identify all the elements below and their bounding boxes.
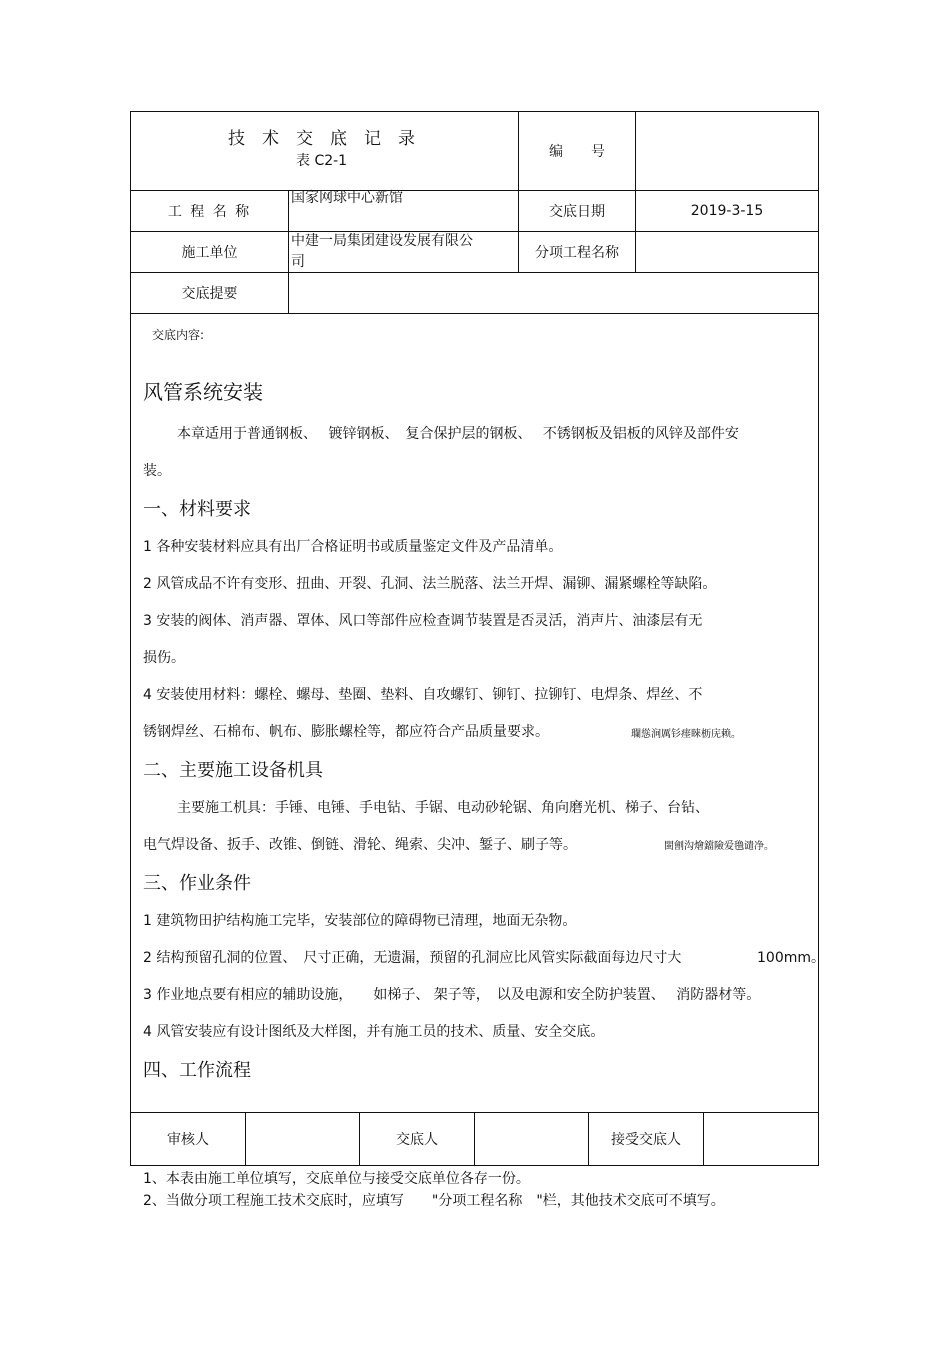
footnote-1: 1、本表由施工单位填写，交底单位与接受交底单位各存一份。 xyxy=(143,1171,530,1187)
contractor-value-line1: 中建一局集团建设发展有限公 xyxy=(291,233,473,249)
section2-line2: 电气焊设备、扳手、改锥、倒链、滑轮、绳索、尖冲、錾子、刷子等。 xyxy=(143,837,577,853)
form-title-cell xyxy=(132,112,518,190)
project-name-value: 国家网球中心新馆 xyxy=(291,190,403,206)
content-label: 交底内容: xyxy=(152,328,205,342)
table-border-bottom xyxy=(130,1165,819,1166)
intro-line2: 装。 xyxy=(143,463,171,479)
reviewer-value xyxy=(246,1113,359,1165)
sub-project-value xyxy=(636,232,818,272)
receiver-value xyxy=(704,1113,818,1165)
section4-title: 四、工作流程 xyxy=(143,1060,251,1081)
discloser-label: 交底人 xyxy=(396,1132,438,1148)
section3-item2-value: 100mm。 xyxy=(757,950,825,966)
contractor-label: 施工单位 xyxy=(181,245,238,261)
section1-item4-line1: 4 安装使用材料：螺栓、螺母、垫圈、垫料、自攻螺钉、铆钉、拉铆钉、电焊条、焊丝、不 xyxy=(143,687,703,703)
contractor-value-line2: 司 xyxy=(291,254,305,270)
number-label: 编 号 xyxy=(549,144,605,160)
section2-line1: 主要施工机具：手锤、电锤、手电钻、手锯、电动砂轮锯、角向磨光机、梯子、台钻、 xyxy=(177,800,709,816)
section1-item2: 2 风管成品不许有变形、扭曲、开裂、孔洞、法兰脱落、法兰开焊、漏铆、漏紧螺栓等缺陷。 xyxy=(143,576,717,592)
section1-garbled-text: 瓓慫涧厲钐瘗睞枥庑赖。 xyxy=(631,729,741,740)
summary-value xyxy=(289,273,818,313)
table-rule xyxy=(130,313,819,314)
table-border-right xyxy=(818,111,819,1166)
form-title: 技术交底记录 xyxy=(228,129,432,149)
form-number: 表 C2-1 xyxy=(296,153,348,169)
number-value xyxy=(636,112,818,190)
section3-item2: 2 结构预留孔洞的位置、 尺寸正确，无遗漏，预留的孔洞应比风管实际截面每边尺寸大 xyxy=(143,950,682,966)
reviewer-label: 审核人 xyxy=(167,1132,209,1148)
section1-item3-line1: 3 安装的阀体、消声器、罩体、风口等部件应检查调节装置是否灵活，消声片、油漆层有无 xyxy=(143,613,703,629)
section3-title: 三、作业条件 xyxy=(143,873,251,894)
section1-item4-line2: 锈钢焊丝、石棉布、帆布、膨胀螺栓等，都应符合产品质量要求。 xyxy=(143,724,549,740)
section2-garbled-text: 閩劊沟燴鐺險爱氇谴净。 xyxy=(664,841,774,852)
section3-item3: 3 作业地点要有相应的辅助设施， 如梯子、 架子等， 以及电源和安全防护装置、 消防器材等。 xyxy=(143,987,761,1003)
discloser-value xyxy=(475,1113,588,1165)
date-value: 2019-3-15 xyxy=(690,203,764,219)
section2-title: 二、主要施工设备机具 xyxy=(143,760,323,781)
content-title: 风管系统安装 xyxy=(143,380,263,404)
footnote-2: 2、当做分项工程施工技术交底时，应填写 "分项工程名称 "栏，其他技术交底可不填写。 xyxy=(143,1193,725,1209)
section3-item4: 4 风管安装应有设计图纸及大样图，并有施工员的技术、质量、安全交底。 xyxy=(143,1024,605,1040)
section3-item1: 1 建筑物田护结构施工完毕，安装部位的障碍物已清理，地面无杂物。 xyxy=(143,913,577,929)
summary-label: 交底提要 xyxy=(181,286,238,302)
section1-title: 一、材料要求 xyxy=(143,499,251,520)
section1-item1: 1 各种安装材料应具有出厂合格证明书或质量鉴定文件及产品清单。 xyxy=(143,539,563,555)
intro-line1: 本章适用于普通钢板、 镀锌钢板、 复合保护层的钢板、 不锈钢板及铝板的风锌及部件安 xyxy=(177,426,739,442)
receiver-label: 接受交底人 xyxy=(611,1132,681,1148)
project-name-label: 工 程 名 称 xyxy=(167,204,252,220)
date-label: 交底日期 xyxy=(549,204,605,220)
section1-item3-line2: 损伤。 xyxy=(143,650,185,666)
sub-project-label: 分项工程名称 xyxy=(535,245,619,261)
